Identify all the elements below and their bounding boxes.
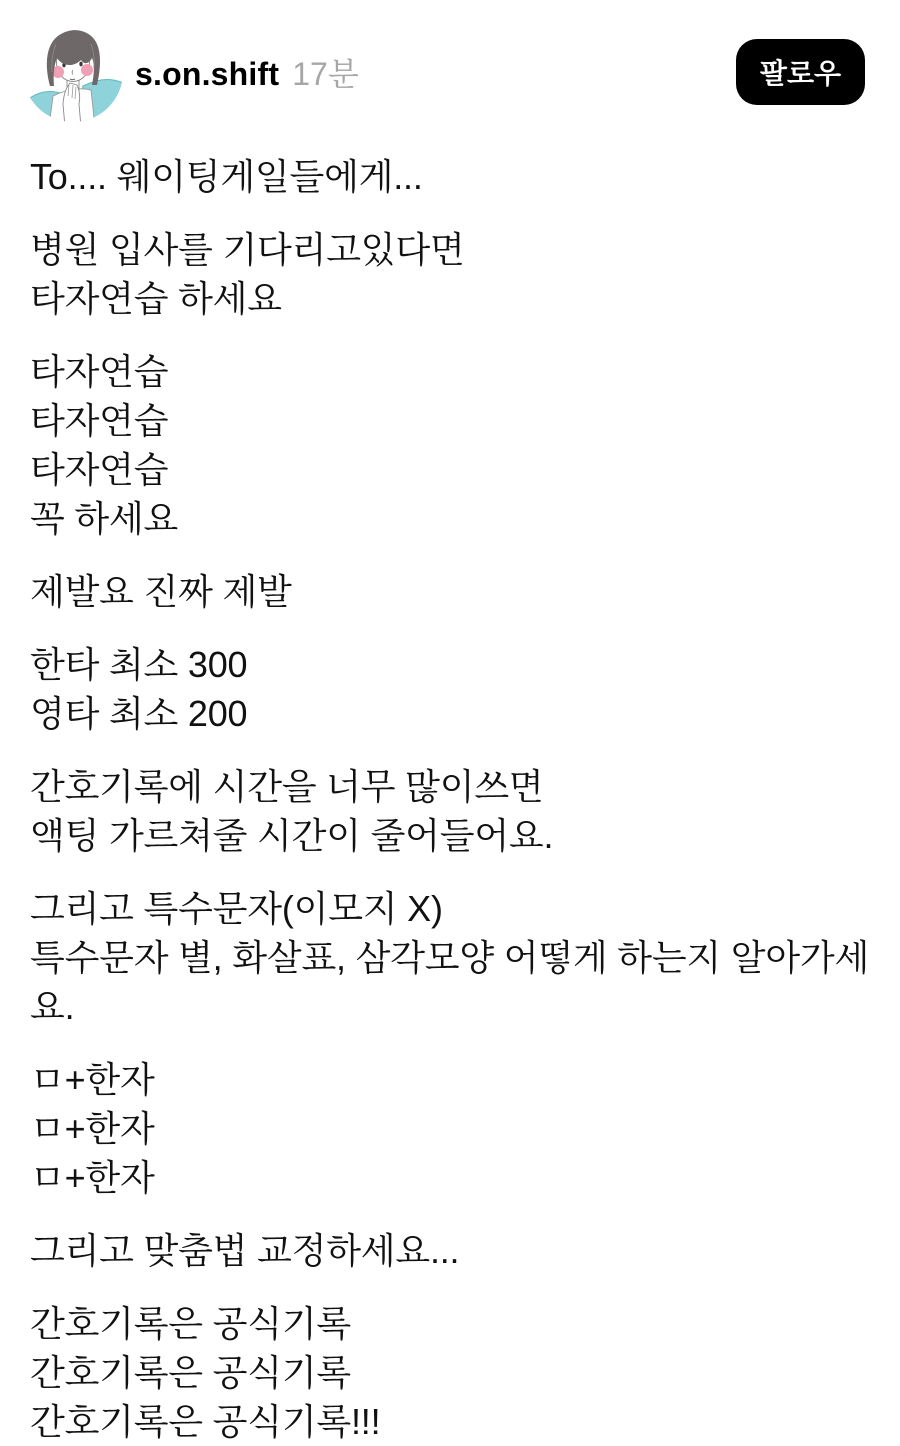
post-text-line: 타자연습	[30, 400, 169, 441]
post-text-line: 타자연습	[30, 449, 169, 490]
post-text-line: 꼭 하세요	[30, 498, 179, 539]
post-text-line: ㅁ+한자	[30, 1108, 155, 1149]
follow-button[interactable]: 팔로우	[736, 39, 865, 105]
post-paragraph	[30, 1226, 870, 1275]
post-paragraph	[30, 152, 870, 201]
post-text-line: ㅁ+한자	[30, 1157, 155, 1198]
post-text-line: ㅁ+한자	[30, 1059, 155, 1100]
post-body	[0, 122, 900, 1446]
post-text-line: 간호기록에 시간을 너무 많이쓰면	[30, 766, 544, 807]
timestamp: 17분	[292, 56, 359, 92]
post-text-line: 간호기록은 공식기록!!!	[30, 1401, 381, 1442]
post-text-line: 그리고 맞춤법 교정하세요...	[30, 1230, 460, 1271]
post-paragraph	[30, 1299, 870, 1446]
user-line	[135, 49, 736, 95]
post-paragraph	[30, 640, 870, 738]
post-text-line: 그리고 특수문자(이모지 X)	[30, 888, 443, 929]
post-text-line: 특수문자 별, 화살표, 삼각모양 어떻게 하는지 알아가세요.	[30, 937, 870, 1027]
post-paragraph	[30, 347, 870, 543]
post-text-line: 액팅 가르쳐줄 시간이 줄어들어요.	[30, 815, 554, 856]
post-paragraph	[30, 567, 870, 616]
username[interactable]: s.on.shift	[135, 56, 280, 92]
post-text-line: 영타 최소 200	[30, 693, 248, 734]
post-header	[0, 0, 900, 122]
post-text-line: 타자연습 하세요	[30, 278, 282, 319]
post-paragraph	[30, 1055, 870, 1202]
avatar-illustration	[23, 22, 123, 122]
post-text-line: 병원 입사를 기다리고있다면	[30, 229, 465, 270]
post-text-line: To.... 웨이팅게일들에게...	[30, 156, 423, 197]
avatar[interactable]	[23, 22, 123, 122]
post-text-line: 간호기록은 공식기록	[30, 1352, 351, 1393]
post-text-line: 한타 최소 300	[30, 644, 248, 685]
post-paragraph	[30, 225, 870, 323]
post-text-line: 간호기록은 공식기록	[30, 1303, 351, 1344]
post-paragraph	[30, 762, 870, 860]
post-paragraph	[30, 884, 870, 1031]
post-text-line: 타자연습	[30, 351, 169, 392]
post-text-line: 제발요 진짜 제발	[30, 571, 292, 612]
